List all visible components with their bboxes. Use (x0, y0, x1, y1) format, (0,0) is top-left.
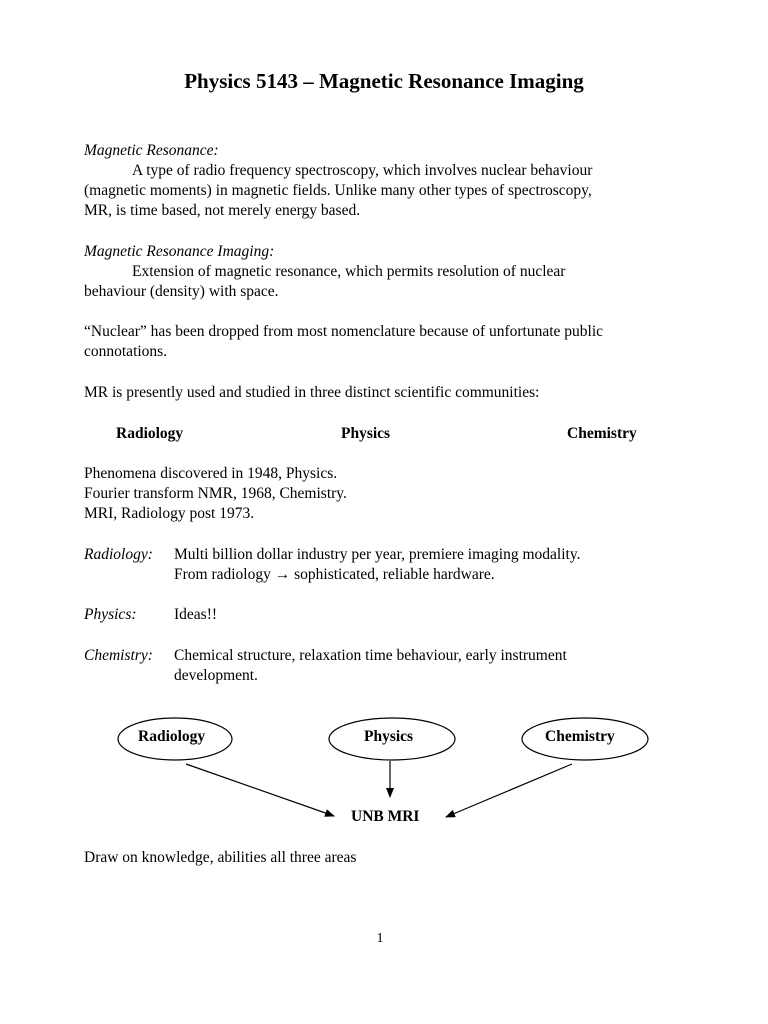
mr-line-1: A type of radio frequency spectroscopy, which involves nuclear behaviour (132, 162, 593, 179)
radiology-arrow (186, 764, 334, 816)
history-line-1: Phenomena discovered in 1948, Physics. (84, 465, 338, 482)
chemistry-label: Chemistry: (84, 647, 153, 664)
chemistry-text-1: Chemical structure, relaxation time behaviour, early instrument (174, 647, 567, 664)
nuclear-line-2: connotations. (84, 343, 168, 360)
radiology-label: Radiology: (84, 546, 153, 563)
mr-line-2: (magnetic moments) in magnetic fields. Unlike many other types of spectroscopy, (84, 182, 592, 199)
community-physics: Physics (341, 425, 391, 442)
history-line-3: MRI, Radiology post 1973. (84, 505, 255, 522)
history-line-2: Fourier transform NMR, 1968, Chemistry. (84, 485, 347, 502)
page-title: Physics 5143 – Magnetic Resonance Imaging (184, 69, 584, 93)
chemistry-text-2: development. (174, 667, 258, 684)
closing-text: Draw on knowledge, abilities all three areas (84, 849, 357, 866)
mri-line-2: behaviour (density) with space. (84, 283, 279, 300)
community-chemistry: Chemistry (567, 425, 637, 442)
radiology-text-2: From radiology → sophisticated, reliable hardware. (174, 566, 495, 583)
physics-text: Ideas!! (174, 606, 218, 623)
communities-intro: MR is presently used and studied in three distinct scientific communities: (84, 384, 540, 401)
mr-heading: Magnetic Resonance: (84, 142, 219, 159)
chemistry-arrow (446, 764, 572, 817)
mr-line-3: MR, is time based, not merely energy based. (84, 202, 361, 219)
node-unb-mri: UNB MRI (351, 808, 420, 825)
node-chemistry: Chemistry (545, 728, 615, 745)
node-physics: Physics (364, 728, 414, 745)
mri-line-1: Extension of magnetic resonance, which permits resolution of nuclear (132, 263, 566, 280)
mri-heading: Magnetic Resonance Imaging: (84, 243, 275, 260)
page-number: 1 (376, 931, 384, 946)
physics-label: Physics: (84, 606, 137, 623)
nuclear-line-1: “Nuclear” has been dropped from most nomenclature because of unfortunate public (84, 323, 604, 340)
node-radiology: Radiology (138, 728, 206, 745)
community-radiology: Radiology (116, 425, 184, 442)
radiology-text-1: Multi billion dollar industry per year, premiere imaging modality. (174, 546, 581, 563)
